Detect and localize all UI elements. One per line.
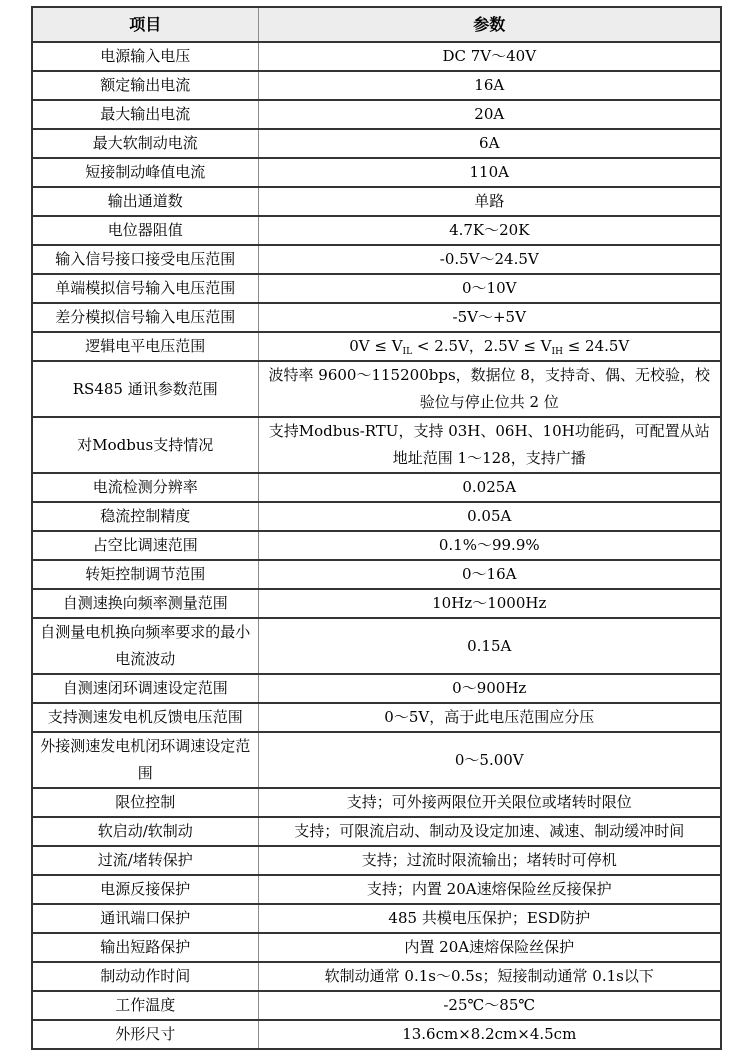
param-cell: 内置 20A速熔保险丝保护 [258,933,721,962]
spec-table-body [32,42,721,1049]
param-cell: -0.5V～24.5V [258,245,721,274]
param-cell: 0～10V [258,274,721,303]
item-cell: 限位控制 [32,788,258,817]
item-cell: 短接制动峰值电流 [32,158,258,187]
item-cell: 外形尺寸 [32,1020,258,1049]
param-cell: 13.6cm×8.2cm×4.5cm [258,1020,721,1049]
item-cell: 电位器阻值 [32,216,258,245]
table-row [32,933,721,962]
table-row [32,962,721,991]
spec-table-header [32,7,721,42]
table-row [32,846,721,875]
table-row [32,618,721,674]
table-row [32,71,721,100]
param-cell: 0～16A [258,560,721,589]
param-cell: 110A [258,158,721,187]
table-row [32,560,721,589]
subscript-text: IH [551,347,563,357]
item-cell: 制动动作时间 [32,962,258,991]
param-cell: 单路 [258,187,721,216]
table-row [32,991,721,1020]
table-row [32,158,721,187]
table-row [32,674,721,703]
item-cell: 输出通道数 [32,187,258,216]
param-cell: 10Hz～1000Hz [258,589,721,618]
param-cell: 4.7K～20K [258,216,721,245]
table-row [32,187,721,216]
param-cell: 0～5.00V [258,732,721,788]
param-cell: DC 7V～40V [258,42,721,71]
table-row [32,732,721,788]
table-row [32,817,721,846]
item-cell: 占空比调速范围 [32,531,258,560]
item-cell: 对Modbus支持情况 [32,417,258,473]
item-cell: 转矩控制调节范围 [32,560,258,589]
item-cell: 软启动/软制动 [32,817,258,846]
table-row [32,245,721,274]
item-cell: RS485 通讯参数范围 [32,361,258,417]
table-row [32,531,721,560]
param-cell: 0.025A [258,473,721,502]
item-cell: 过流/堵转保护 [32,846,258,875]
table-row [32,502,721,531]
param-cell: 485 共模电压保护；ESD防护 [258,904,721,933]
param-cell: 0.05A [258,502,721,531]
item-cell: 自测速闭环调速设定范围 [32,674,258,703]
table-row [32,589,721,618]
item-cell: 输出短路保护 [32,933,258,962]
item-cell: 最大输出电流 [32,100,258,129]
table-row [32,129,721,158]
param-cell: 0～5V，高于此电压范围应分压 [258,703,721,732]
spec-table [31,6,722,1050]
item-cell: 电源反接保护 [32,875,258,904]
param-cell: 支持；可限流启动、制动及设定加速、减速、制动缓冲时间 [258,817,721,846]
table-row [32,361,721,417]
table-row [32,788,721,817]
param-cell: 0～900Hz [258,674,721,703]
table-row [32,332,721,361]
param-cell: 支持；可外接两限位开关限位或堵转时限位 [258,788,721,817]
subscript-text: IL [402,347,413,357]
item-cell: 输入信号接口接受电压范围 [32,245,258,274]
param-cell: 支持Modbus-RTU，支持 03H、06H、10H功能码，可配置从站地址范围 1～128，支持广播 [258,417,721,473]
item-cell: 逻辑电平电压范围 [32,332,258,361]
table-row [32,1020,721,1049]
table-row [32,703,721,732]
param-cell: 20A [258,100,721,129]
param-cell: -25℃～85℃ [258,991,721,1020]
param-cell: $0V \le V_{IL} < 2.5V$，$2.5V \le V_{IH} \le 24.5V$ [258,332,721,361]
column-header-param: 参数 [258,7,721,42]
item-cell: 支持测速发电机反馈电压范围 [32,703,258,732]
table-row [32,303,721,332]
table-row [32,875,721,904]
table-row [32,904,721,933]
item-cell: 额定输出电流 [32,71,258,100]
param-cell: 16A [258,71,721,100]
param-cell: -5V～+5V [258,303,721,332]
param-cell: 支持；内置 20A速熔保险丝反接保护 [258,875,721,904]
item-cell: 外接测速发电机闭环调速设定范围 [32,732,258,788]
param-cell: 0.1%～99.9% [258,531,721,560]
table-row [32,216,721,245]
item-cell: 稳流控制精度 [32,502,258,531]
item-cell: 通讯端口保护 [32,904,258,933]
param-cell: 支持；过流时限流输出；堵转时可停机 [258,846,721,875]
table-row [32,100,721,129]
item-cell: 自测速换向频率测量范围 [32,589,258,618]
param-cell: 6A [258,129,721,158]
item-cell: 单端模拟信号输入电压范围 [32,274,258,303]
header-row [32,7,721,42]
param-cell: 软制动通常 0.1s～0.5s；短接制动通常 0.1s以下 [258,962,721,991]
table-row [32,417,721,473]
item-cell: 自测量电机换向频率要求的最小电流波动 [32,618,258,674]
item-cell: 工作温度 [32,991,258,1020]
table-row [32,274,721,303]
table-row [32,473,721,502]
column-header-item: 项目 [32,7,258,42]
item-cell: 最大软制动电流 [32,129,258,158]
table-row [32,42,721,71]
item-cell: 差分模拟信号输入电压范围 [32,303,258,332]
param-cell: 波特率 9600～115200bps，数据位 8，支持奇、偶、无校验，校验位与停止位共 2 位 [258,361,721,417]
item-cell: 电源输入电压 [32,42,258,71]
item-cell: 电流检测分辨率 [32,473,258,502]
param-cell: 0.15A [258,618,721,674]
